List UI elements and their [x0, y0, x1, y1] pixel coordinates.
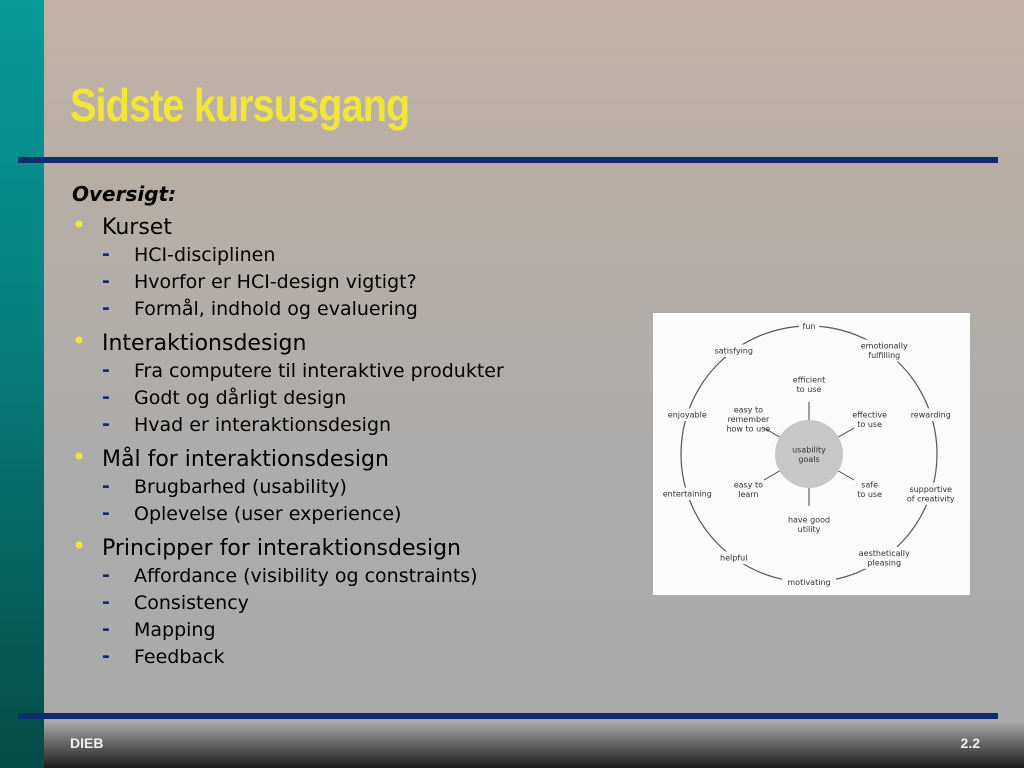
center-label-line: goals: [798, 454, 820, 464]
inner-goal-label-line: learn: [738, 489, 759, 499]
outer-goal-label-line: fun: [802, 322, 816, 331]
inner-goal-label-line: to use: [796, 384, 822, 394]
sub-bullet-marker: -: [102, 386, 110, 408]
slide-title: Sidste kursusgang: [70, 79, 410, 131]
inner-goal-label-line: remember: [727, 415, 770, 424]
sub-bullet-item: [102, 644, 632, 671]
left-accent-bar: [0, 0, 44, 768]
outer-goal-label: [787, 578, 830, 587]
outer-goal-label: [715, 346, 753, 355]
outer-goal-label: [803, 322, 816, 331]
bullet-item: [72, 211, 632, 323]
sub-bullet-item: [102, 617, 632, 644]
inner-spoke: [764, 471, 780, 480]
bullet-dot-icon: •: [72, 327, 87, 355]
inner-goal-label-line: effective: [852, 410, 888, 420]
top-divider: [18, 157, 998, 163]
sub-bullet-item: [102, 242, 632, 269]
inner-goal-label-line: to use: [857, 419, 882, 429]
bullet-label: Interaktionsdesign: [102, 331, 307, 356]
usability-goals-diagram: [653, 313, 970, 595]
outer-goal-label-line: emotionally: [860, 341, 908, 351]
sub-bullet-text: Fra computere til interaktive produkter: [134, 360, 504, 382]
inner-goal-label: [793, 375, 825, 394]
inner-goal-label-line: to use: [857, 489, 882, 499]
sub-bullet-marker: -: [102, 564, 110, 586]
inner-spoke: [838, 471, 854, 480]
sub-bullet-list: [102, 474, 632, 528]
inner-goal-label: [734, 480, 763, 499]
sub-bullet-text: Hvad er interaktionsdesign: [134, 414, 392, 436]
sub-bullet-text: Godt og dårligt design: [134, 387, 347, 409]
sub-bullet-marker: -: [102, 270, 110, 292]
outer-goal-label-line: motivating: [787, 578, 831, 587]
footer-bar: [44, 722, 1024, 768]
diagram-svg: [653, 313, 970, 595]
outer-goal-label-line: fulfilling: [868, 351, 901, 361]
sub-bullet-text: Formål, indhold og evaluering: [134, 298, 418, 320]
inner-goal-label-line: efficient: [792, 375, 826, 385]
bullet-label: Principper for interaktionsdesign: [102, 536, 462, 561]
sub-bullet-marker: -: [102, 645, 110, 667]
outer-goal-label-line: entertaining: [662, 489, 712, 499]
inner-goal-label-line: easy to: [733, 480, 764, 490]
inner-goal-label-line: easy to: [733, 405, 764, 415]
sub-bullet-text: HCI-disciplinen: [134, 244, 276, 266]
outer-goal-label-line: of creativity: [906, 494, 955, 504]
sub-bullet-marker: -: [102, 618, 110, 640]
sub-bullet-text: Consistency: [134, 592, 249, 614]
page-number: 2.2: [960, 735, 980, 751]
bullet-item: [72, 443, 632, 528]
outer-goal-label-line: aesthetically: [858, 548, 910, 558]
inner-spoke: [838, 428, 854, 437]
sub-bullet-item: [102, 296, 632, 323]
outer-goal-label: [720, 554, 747, 563]
sub-bullet-marker: -: [102, 413, 110, 435]
sub-bullet-list: [102, 242, 632, 323]
outer-goal-label: [663, 490, 712, 499]
inner-goal-label-line: safe: [861, 480, 879, 490]
bullet-label: Mål for interaktionsdesign: [102, 447, 389, 472]
footer-label: DIEB: [70, 735, 104, 751]
inner-goal-label-line: how to use: [726, 424, 771, 434]
inner-goal-label-line: utility: [797, 524, 821, 534]
outer-goal-label-line: pleasing: [867, 558, 902, 568]
sub-bullet-text: Brugbarhed (usability): [134, 476, 347, 498]
sub-bullet-text: Affordance (visibility og constraints): [134, 565, 478, 587]
inner-goal-label: [857, 480, 882, 499]
sub-bullet-item: [102, 269, 632, 296]
sub-bullet-marker: -: [102, 243, 110, 265]
outer-goal-label: [668, 410, 707, 419]
slide-content: [72, 182, 632, 678]
sub-bullet-list: [102, 358, 632, 439]
sub-bullet-item: [102, 474, 632, 501]
bullet-item: [72, 327, 632, 439]
bullet-dot-icon: •: [72, 211, 87, 239]
sub-bullet-list: [102, 563, 632, 671]
inner-goal-label-line: have good: [787, 515, 831, 525]
sub-bullet-marker: -: [102, 297, 110, 319]
sub-bullet-marker: -: [102, 359, 110, 381]
sub-bullet-item: [102, 501, 632, 528]
bullet-dot-icon: •: [72, 443, 87, 471]
inner-goal-label: [852, 410, 887, 429]
center-label-line: usability: [792, 445, 826, 455]
outer-goal-label: [907, 485, 955, 504]
outer-goal-label-line: supportive: [909, 484, 953, 494]
outer-goal-label-line: helpful: [720, 553, 748, 563]
sub-bullet-item: [102, 563, 632, 590]
sub-bullet-marker: -: [102, 475, 110, 497]
sub-bullet-item: [102, 358, 632, 385]
sub-bullet-marker: -: [102, 591, 110, 613]
sub-bullet-text: Hvorfor er HCI-design vigtigt?: [134, 271, 417, 293]
sub-bullet-item: [102, 385, 632, 412]
inner-goal-label: [788, 515, 830, 534]
bullet-dot-icon: •: [72, 532, 87, 560]
sub-bullet-item: [102, 412, 632, 439]
bullet-item: [72, 532, 632, 671]
sub-bullet-text: Mapping: [134, 619, 216, 641]
bullet-list: [72, 211, 632, 671]
sub-bullet-item: [102, 590, 632, 617]
outer-goal-label-line: enjoyable: [667, 410, 707, 420]
bottom-divider: [18, 713, 998, 719]
outer-goal-label-line: satisfying: [714, 346, 753, 356]
overview-heading: Oversigt:: [72, 182, 177, 206]
inner-goal-label: [726, 406, 770, 434]
bullet-label: Kurset: [102, 215, 172, 240]
outer-goal-label-line: rewarding: [910, 410, 951, 420]
outer-goal-label: [911, 410, 951, 419]
sub-bullet-marker: -: [102, 502, 110, 524]
sub-bullet-text: Oplevelse (user experience): [134, 503, 402, 525]
sub-bullet-text: Feedback: [134, 646, 225, 668]
